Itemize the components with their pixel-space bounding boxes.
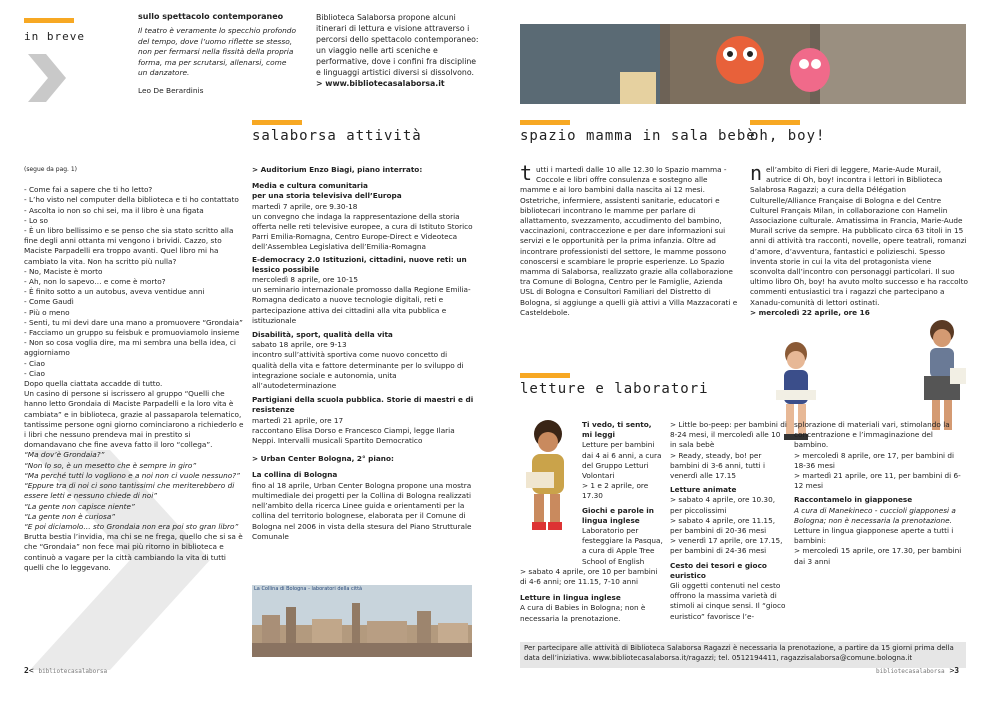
continued-note: (segue da pag. 1) [24, 166, 78, 173]
event-date: sabato 18 aprile, ore 9-13 [252, 340, 347, 350]
story-line: Dopo quella ciattata accadde di tutto. [24, 379, 163, 389]
footer-label: bibliotecasalaborsa [38, 668, 108, 675]
boy-date: > mercoledì 22 aprile, ore 16 [750, 307, 870, 317]
story-line: - È finito sotto a un autobus, aveva ventidue anni [24, 287, 205, 297]
event-subtitle: per una storia televisiva dell’Europa [252, 191, 402, 201]
top-photo [520, 24, 966, 104]
story-line: “Non lo so, è un mesetto che è sempre in giro” [24, 460, 197, 470]
activity-title: Letture in lingua inglese [520, 593, 621, 603]
section-title-oh-boy: oh, boy! [750, 128, 826, 144]
boy-text: ell’ambito di Fieri di leggere, Marie-Aude Murail, autrice di Oh, boy! incontra i lettori in Biblioteca Salabrosa Ragazzi; a cura della Délégation Culturelle/Alliance Française di Bologna e del Centre Culturel Français Milan, in collaborazione con Hamelin Associazione culturale. Amatissima in Francia, Marie-Aude Murail scrive da sempre. Ha pubblicato circa 63 titoli in 15 anni di attività tra racconti, novelle, opere teatrali, romanzi d’amore, d’avventura, fantastici e polizieschi. Spesso inventa storie in cui la vita del protagonista viene sconvolta dall’incontro con personaggi particolari. Il suo ultimo libro Oh, boy! ha avuto molto successo e ha raccolto commenti entusiastici tra i ragazzi che partecipano a Xanadu-comunità di lettori ostinati. [750, 165, 968, 307]
itinerari-text: Biblioteca Salaborsa propone alcuni itinerari di lettura e visione attraverso i percorsi dello spettacolo contemporaneo: un viaggio nelle arti sceniche e performative, dove i confini fra discipline e linguaggi artistici diversi si dissolvono. [316, 13, 479, 77]
event-date: martedì 21 aprile, ore 17 [252, 415, 344, 425]
reservation-note: Per partecipare alle attività di Biblioteca Salaborsa Ragazzi è necessaria la prenotazione, a partire da 15 giorni prima della data dell’iniziativa. www.bibliotecasalaborsa.it/ragazzi; tel. 0512194411, ragazzisalaborsa@comune.bologna.it [524, 644, 954, 662]
story-line: Un casino di persone si iscrissero al gruppo “Quelli che hanno letto Grondaia di Maciste Parpadelli e la loro vita è cambiata” e in biblioteca, grazie al passaparola telematico, tantissime persone ogni giorno cominciarono a richiederlo e i libri che nessuno prendeva mai in prestito si domandavano che fine aveva fatto il loro “collega”. [24, 389, 244, 450]
section-title-salaborsa-attivita: salaborsa attività [252, 128, 422, 144]
activity-text: splorazione di materiali vari, stimolando la concentrazione e l’immaginazione del bambino. [794, 420, 950, 450]
page-number: 3 [954, 666, 960, 675]
activity-text: > mercoledì 15 aprile, ore 17.30, per bambini dai 3 anni [794, 546, 962, 566]
venue-auditorium: > Auditorium Enzo Biagi, piano interrato: [252, 165, 423, 174]
activity-title: Letture animate [670, 485, 737, 495]
story-line: - Come fai a sapere che ti ho letto? [24, 185, 153, 195]
event-desc: raccontano Elisa Dorso e Francesco Ciampi, legge Ilaria Neppi. Intervalli musicali Spartito Democratico [252, 425, 455, 446]
activity-text: > Ready, steady, bo! per bambini di 3-6 anni, tutti i venerdì alle 17.15 [670, 450, 766, 481]
left-footer: 2< bibliotecasalaborsa [24, 666, 108, 675]
story-line: “Ma perché tutti lo vogliono e a noi non ci vuole nessuno?” [24, 470, 240, 480]
chevron-decoration-icon [24, 50, 68, 106]
dropcap: t [520, 161, 533, 185]
story-line: - Ascolta io non so chi sei, ma il libro è una figata [24, 205, 204, 215]
dropcap: n [750, 161, 763, 185]
quote-title: sullo spettacolo contemporaneo [138, 12, 284, 21]
event-date: mercoledì 8 aprile, ore 10-15 [252, 275, 358, 285]
story-line: - L’ho visto nel computer della biblioteca e ti ho contattato [24, 195, 239, 205]
event-title: Disabilità, sport, qualità della vita [252, 330, 393, 340]
header-accent-bar [24, 18, 74, 23]
letture-col-1 [520, 420, 664, 624]
section-label-in-breve: in breve [24, 30, 85, 43]
story-line: “La gente non è curiosa” [24, 511, 116, 521]
story-line: Brutta bestia l’invidia, ma chi se ne frega, quello che si sa è che “Grondaia” non fece mai più ritorno in biblioteca e continuò a vagare per la città cambiando la vita di tutti quelli che lo leggevano. [24, 532, 243, 572]
event-title: Partigiani della scuola pubblica. Storie di maestri e di resistenze [252, 395, 474, 415]
story-line: - Lo so [24, 215, 48, 225]
activity-text: A cura di Babies in Bologna; non è necessaria la prenotazione. [520, 603, 646, 623]
quote-text: Il teatro è veramente lo specchio profondo del tempo, dove l’uomo riflette se stesso, non per fermarsi nella fissità della propria forma, ma per scrutarsi, allenarsi, come un danzatore. [138, 26, 296, 78]
boy-article [750, 161, 968, 318]
activity-title: Cesto dei tesori e gioco euristico [670, 560, 767, 580]
section-accent-bar [252, 120, 302, 125]
story-line: - Più o meno [24, 307, 70, 317]
page-number: 2 [24, 666, 29, 675]
itinerari-note [316, 12, 481, 89]
story-line: - Senti, tu mi devi dare una mano a promuovere “Grondaia” [24, 317, 243, 327]
city-skyline-icon [252, 585, 472, 657]
itinerari-link[interactable]: > www.bibliotecasalaborsa.it [316, 79, 445, 88]
footer-label: bibliotecasalaborsa [876, 668, 945, 675]
activity-text: Gli oggetti contenuti nel cesto offrono la massima varietà di stimoli ai cinque sensi. Il “gioco euristico” favorisce l’e- [670, 581, 786, 621]
photo-caption: La Collina di Bologna - laboratori della città [254, 586, 363, 592]
event-desc: un seminario internazionale promosso dalla Regione Emilia-Romagna dedicato a nuove tecnologie digitali, reti e partecipazione attiva dei cittadini alla vita pubblica e istituzionale [252, 285, 471, 325]
letture-accent-bar [520, 373, 570, 378]
story-line: - Ciao [24, 358, 46, 368]
activity-text: Letture per bambini dai 4 ai 6 anni, a cura del Gruppo Letturi Volontari [582, 440, 662, 481]
activity-text: > sabato 4 aprile, ore 10 per bambini di 4-6 anni; ore 11.15, 7-10 anni [520, 566, 658, 587]
letture-col-3 [794, 420, 966, 567]
activity-text: > mercoledì 8 aprile, ore 17, per bambini di 18-36 mesi [794, 450, 955, 470]
collina-photo [252, 585, 472, 657]
reservation-note-band [520, 642, 966, 668]
story-line: - Non so cosa voglia dire, ma mi sembra una bella idea, ci aggiorniamo [24, 338, 236, 358]
venue-urban-center: > Urban Center Bologna, 2° piano: [252, 454, 394, 464]
quote-block [138, 12, 298, 97]
event-desc: un convegno che indaga la rappresentazione della storia offerta nelle reti televisive europee, a cura di Istituto Storico Parri Emilia-Romagna, Centro Europe-Direct e Videoteca dell’Assemblea Legislativa dell’Emilia-Romagna [252, 211, 473, 252]
activity-text: > venerdì 17 aprile, ore 17.15, per bambini di 24-36 mesi [670, 536, 783, 556]
story-line: “La gente non capisce niente” [24, 501, 135, 511]
events-column [252, 165, 474, 542]
story-column [24, 165, 244, 573]
event-title: E-democracy 2.0 Istituzioni, cittadini, nuove reti: un lessico possibile [252, 254, 467, 274]
activity-title: Giochi e parole in lingua inglese [582, 505, 654, 525]
letture-col-2 [670, 420, 788, 622]
story-line: “Eppure tra di noi ci sono tantissimi che meriterebbero di essere letti e nessuno chiede di noi” [24, 481, 235, 501]
activity-title: Raccontamelo in giapponese [794, 495, 913, 505]
story-line: - Facciamo un gruppo su feisbuk e promuoviamolo insieme [24, 328, 240, 338]
event-desc: fino al 18 aprile, Urban Center Bologna propone una mostra multimediale dei progetti per la Collina di Bologna realizzati nell’ambito della ricerca Linee guida e orientamenti per la collina del territorio bolognese, elaborata per il Comune di Bologna nel 2006 in vista della stesura del Piano Strutturale Comunale [252, 480, 472, 541]
story-line: - No, Maciste è morto [24, 266, 103, 276]
activity-text: > martedì 21 aprile, ore 11, per bambini di 6-12 mesi [794, 471, 961, 491]
activity-title: Ti vedo, ti sento, mi leggi [582, 420, 652, 440]
mamma-accent-bar [520, 120, 570, 125]
right-page [496, 0, 992, 701]
story-line: - Ah, non lo sapevo… e come è morto? [24, 277, 166, 287]
activity-text: Laboratorio per festeggiare la Pasqua, a cura di Apple Tree School of English [582, 526, 663, 566]
activity-text: A cura di Manekineco - cuccioli giapponesi a Bologna; non è necessaria la prenotazione. [794, 505, 956, 525]
boy-accent-bar [750, 120, 800, 125]
activity-text: > 1 e 2 aprile, ore 17.30 [582, 481, 649, 501]
event-title: Media e cultura comunitaria [252, 181, 368, 191]
story-line: - È un libro bellissimo e se penso che sia stato scritto alla fine degli anni ottanta mi vengono i brividi. Cazzo, sto Maciste Parpadelli era troppo avanti. Quel libro mi ha cambiato la vita. Non ha scritto più nulla? [24, 226, 234, 266]
event-desc: incontro sull’attività sportiva come nuovo concetto di qualità della vita e fattore determinante per lo sviluppo di integrazione sociale e autonomia, unita all’autodeterminazione [252, 350, 464, 391]
activity-text: Letture in lingua giapponese aperte a tutti i bambini: [794, 526, 954, 546]
mamma-article [520, 161, 738, 318]
right-footer: bibliotecasalaborsa >3 [876, 666, 960, 675]
event-title: La collina di Bologna [252, 470, 338, 480]
story-line: “E poi diciamolo… sto Grondaia non era poi sto gran libro” [24, 521, 239, 531]
toys-photo-icon [520, 24, 966, 104]
section-title-letture: letture e laboratori [520, 381, 709, 397]
section-title-spazio-mamma: spazio mamma in sala bebè [520, 128, 756, 144]
story-line: - Come Gaudì [24, 297, 74, 307]
activity-text: > sabato 4 aprile, ore 10.30, per piccolissimi [670, 495, 776, 515]
story-line: “Ma dov’è Grondaia?” [24, 450, 105, 460]
story-line: - Ciao [24, 368, 46, 378]
quote-author: Leo De Berardinis [138, 86, 204, 96]
event-date: martedì 7 aprile, ore 9.30-18 [252, 201, 358, 211]
mamma-text: utti i martedì dalle 10 alle 12.30 lo Spazio mamma - Coccole e libri offre consulenza e sostegno alle mamme e ai loro bambini dalla nascita ai 12 mesi. Ostetriche, infermiere, assistenti sanitarie, educatori e bibliotecari incontrano le mamme per parlare di allattamento, svezzamento, accudimento del bambino, vaccinazioni, contraccezione e per dare informazioni sui servizi e le opportunità per la prima infanzia. Oltre ad incontrare professionisti del settore, le mamme possono conoscersi e scambiare le proprie esperienze. Lo Spazio mamma di Salaborsa, realizzato grazie alla collaborazione tra Comune di Bologna, Centro per le Famiglie, Azienda USL di Bologna e Consultori Familiari del Distretto di Bologna, si aggiunge a quelli già attivi a Villa Mazzacorati e Casteldebole. [520, 165, 738, 317]
activity-text: > sabato 4 aprile, ore 11.15, per bambini di 20-36 mesi [670, 515, 776, 536]
activity-text: > Little bo-peep: per bambini di 8-24 mesi, il mercoledì alle 10 in sala bebè [670, 420, 787, 450]
